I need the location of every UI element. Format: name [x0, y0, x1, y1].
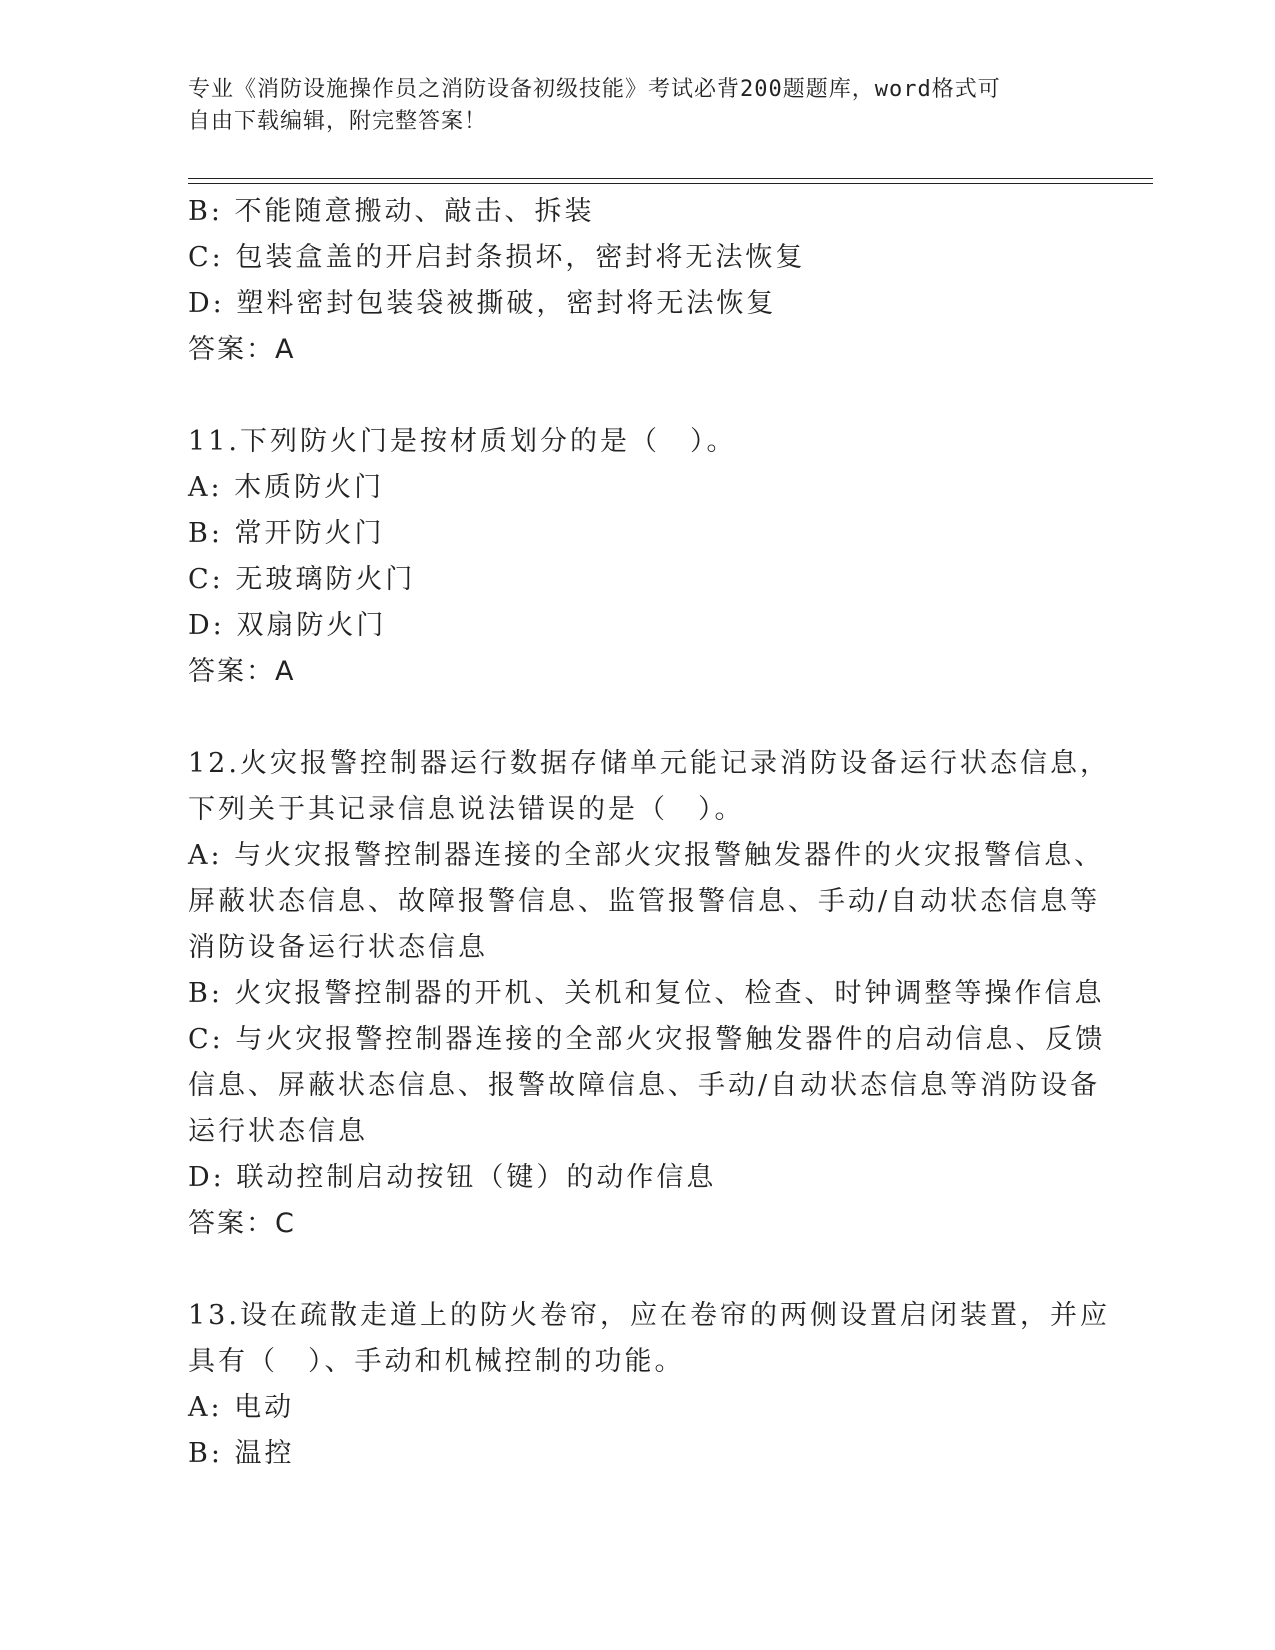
- q11-option-a: A: 木质防火门: [188, 472, 385, 503]
- q13-stem-line-2: 具有（ ）、手动和机械控制的功能。: [188, 1346, 685, 1377]
- q12-stem-line-1: 12.火灾报警控制器运行数据存储单元能记录消防设备运行状态信息，: [188, 748, 1110, 779]
- spacer: [188, 373, 1128, 419]
- q13-option-b: B: 温控: [188, 1438, 295, 1469]
- q10-option-b: B: 不能随意搬动、敲击、拆装: [188, 196, 595, 227]
- question-list: [188, 189, 1128, 1477]
- spacer: [188, 695, 1128, 741]
- q12-option-c-line-2: 信息、屏蔽状态信息、报警故障信息、手动/自动状态信息等消防设备: [188, 1070, 1101, 1101]
- q12-option-a-line-2: 屏蔽状态信息、故障报警信息、监管报警信息、手动/自动状态信息等: [188, 886, 1101, 917]
- q12-option-d: D: 联动控制启动按钮（键）的动作信息: [188, 1162, 717, 1193]
- q10-option-d: D: 塑料密封包装袋被撕破，密封将无法恢复: [188, 288, 777, 319]
- spacer: [188, 1247, 1128, 1293]
- header-divider-top: [188, 178, 1153, 179]
- q12-option-c-line-1: C: 与火灾报警控制器连接的全部火灾报警触发器件的启动信息、反馈: [188, 1024, 1106, 1055]
- header-divider-bottom: [188, 183, 1153, 184]
- q10-answer: 答案：A: [188, 334, 296, 365]
- question-11: [188, 419, 1128, 695]
- q11-stem: 11.下列防火门是按材质划分的是（ ）。: [188, 426, 737, 457]
- q10-option-c: C: 包装盒盖的开启封条损坏，密封将无法恢复: [188, 242, 806, 273]
- q11-option-b: B: 常开防火门: [188, 518, 385, 549]
- q11-option-d: D: 双扇防火门: [188, 610, 387, 641]
- q12-stem-line-2: 下列关于其记录信息说法错误的是（ ）。: [188, 794, 745, 825]
- q13-option-a: A: 电动: [188, 1392, 295, 1423]
- header-title-line-1: 专业《消防设施操作员之消防设备初级技能》考试必背200题题库，word格式可: [188, 77, 1001, 102]
- question-13: [188, 1293, 1128, 1477]
- q11-option-c: C: 无玻璃防火门: [188, 564, 416, 595]
- q12-option-a-line-1: A: 与火灾报警控制器连接的全部火灾报警触发器件的火灾报警信息、: [188, 840, 1105, 871]
- q12-option-b: B: 火灾报警控制器的开机、关机和复位、检查、时钟调整等操作信息: [188, 978, 1105, 1009]
- header-title-line-2: 自由下载编辑，附完整答案！: [188, 109, 488, 134]
- question-10: [188, 189, 1128, 373]
- question-12: [188, 741, 1128, 1247]
- q12-answer: 答案：C: [188, 1208, 296, 1239]
- q12-option-a-line-3: 消防设备运行状态信息: [188, 932, 488, 963]
- q12-option-c-line-3: 运行状态信息: [188, 1116, 368, 1147]
- q13-stem-line-1: 13.设在疏散走道上的防火卷帘，应在卷帘的两侧设置启闭装置，并应: [188, 1300, 1110, 1331]
- document-header: [188, 74, 1088, 138]
- q11-answer: 答案：A: [188, 656, 296, 687]
